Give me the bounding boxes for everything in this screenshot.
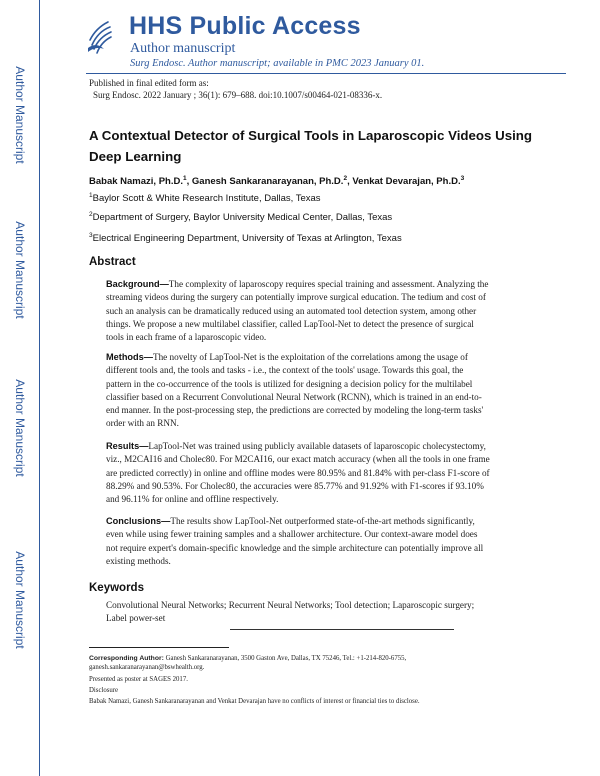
left-margin-rule	[39, 0, 40, 776]
publication-citation: Surg Endosc. 2022 January ; 36(1): 679–688. doi:10.1007/s00464-021-08336-x.	[93, 90, 383, 100]
keywords-heading: Keywords	[89, 582, 144, 594]
header-divider	[86, 73, 566, 74]
presented-note: Presented as poster at SAGES 2017.	[89, 676, 188, 683]
header-journal-line: Surg Endosc. Author manuscript; available in PMC 2023 January 01.	[130, 58, 425, 69]
keywords-list: Convolutional Neural Networks; Recurrent Neural Networks; Tool detection; Laparoscopic surgery; Label power-set	[106, 600, 475, 624]
abstract-conclusions: Conclusions—The results show LapTool-Net outperformed state-of-the-art methods significantly, even while using fewer training samples and a shallower architecture. Our context-aware model does not require expert's domain-specific knowledge and the simple architecture can potentially improve all existing methods.	[106, 516, 484, 566]
footnote-rule	[89, 647, 229, 648]
hhs-eagle-logo-icon	[84, 18, 114, 56]
side-label-author-manuscript: Author Manuscript	[13, 66, 27, 164]
affiliation: $^2$Department of Surgery, Baylor University Medical Center, Dallas, Texas	[89, 211, 393, 224]
header-title: HHS Public Access	[129, 12, 361, 40]
header-subtitle: Author manuscript	[130, 41, 236, 56]
author-name: Babak Namazi, Ph.D.	[89, 176, 183, 188]
author-list: Babak Namazi, Ph.D.$^1$, Ganesh Sankaranarayanan, Ph.D.$^2$, Venkat Devarajan, Ph.D.$^3$	[89, 175, 465, 188]
disclosure-heading: Disclosure	[89, 687, 119, 694]
side-label-author-manuscript: Author Manuscript	[13, 221, 27, 319]
article-title: A Contextual Detector of Surgical Tools in Laparoscopic Videos Using Deep Learning	[89, 128, 533, 164]
side-label-author-manuscript: Author Manuscript	[13, 551, 27, 649]
divider	[230, 629, 454, 630]
affiliation: $^3$Electrical Engineering Department, University of Texas at Arlington, Texas	[89, 232, 402, 245]
affiliation: $^1$Baylor Scott & White Research Institute, Dallas, Texas	[89, 192, 321, 205]
abstract-heading: Abstract	[89, 256, 136, 268]
side-label-author-manuscript: Author Manuscript	[13, 379, 27, 477]
abstract-results: Results—LapTool-Net was trained using publicly available datasets of laparoscopic cholecystectomy, viz., M2CAI16 and Cholec80. For M2CAI16, our exact match accuracy (when all the tools in one frame are predicted correctly) in online and offline modes were 80.95% and 81.84% with per-class F1-score of 88.29% and 90.53%. For Cholec80, the accuracies were 85.77% and 91.92% with F1-scores if 93.10% and 96.11% for online and offline respectively.	[106, 441, 490, 505]
corresponding-author-note: Corresponding Author: Ganesh Sankaranarayanan, 3500 Gaston Ave, Dallas, TX 75246, Tel.: +1-214-820-6755, ganesh.sankaranarayanan@bswhealth.org.	[89, 655, 407, 672]
abstract-methods: Methods—The novelty of LapTool-Net is the exploitation of the correlations among the usage of different tools and, the tools and tasks - i.e., the context of the tools' usage. Towards this goal, the pattern in the co-occurrence of the tools is utilized for designing a decision policy for the multilabel classifier based on a Recurrent Convolutional Neural Network (RCNN), which is trained in an end-to-end manner. In the post-processing step, the predictions are corrected by modeling the long-term tasks' order with an RNN.	[106, 352, 484, 429]
author-name: Ganesh Sankaranarayanan, Ph.D.	[191, 176, 344, 188]
disclosure-text: Babak Namazi, Ganesh Sankaranarayanan and Venkat Devarajan have no conflicts of interest or financial ties to disclose.	[89, 698, 420, 705]
author-name: Venkat Devarajan, Ph.D.	[352, 176, 461, 188]
abstract-background: Background—The complexity of laparoscopy requires special training and assessment. Analyzing the streaming videos during the surgery can potentially improve surgical education. The tedium and cost of such an analysis can be dramatically reduced using an automated tool detection system, among other things. We propose a new multilabel classifier, called LapTool-Net to detect the presence of surgical tools in each frame of a laparoscopic video.	[106, 279, 489, 343]
publication-note: Published in final edited form as:	[89, 78, 209, 88]
